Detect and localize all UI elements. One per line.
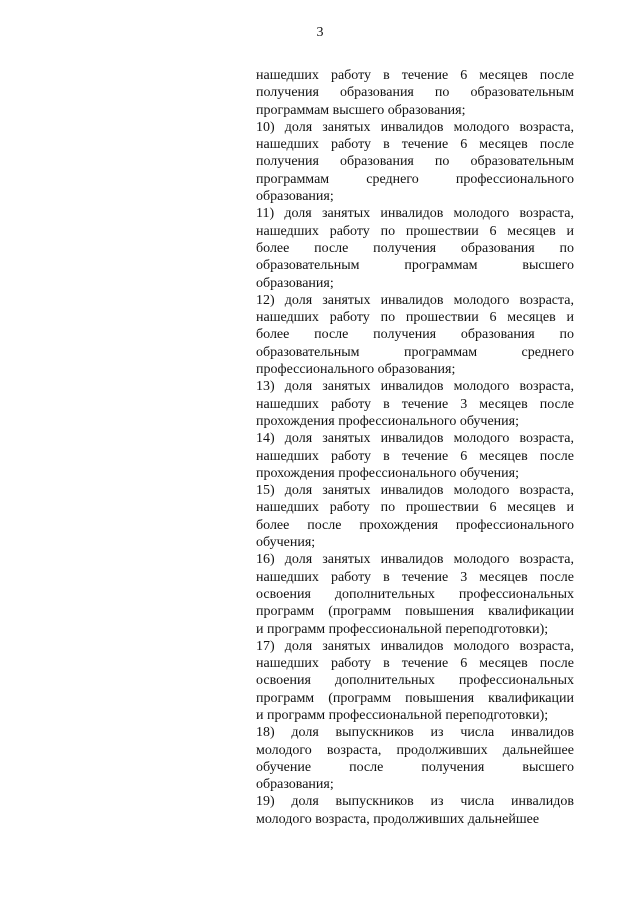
text-line: нашедших работу в течение 3 месяцев после (256, 396, 574, 412)
text-line: программам высшего образования; (256, 102, 466, 118)
text-line: нашедших работу в течение 3 месяцев после (256, 569, 574, 585)
text-line: программ (программ повышения квалификации (256, 690, 574, 706)
text-line: более после получения образования по (256, 327, 574, 343)
paragraph (256, 482, 574, 551)
text-line: и программ профессиональной переподготовки); (256, 707, 549, 723)
text-line: программ (программ повышения квалификации (256, 604, 574, 620)
paragraph (256, 638, 574, 724)
text-line: нашедших работу по прошествии 6 месяцев и (256, 500, 574, 516)
paragraph (256, 292, 574, 378)
text-line: профессионального образования; (256, 362, 456, 378)
text-line: 17) доля занятых инвалидов молодого возраста, (256, 638, 574, 654)
paragraph (256, 119, 574, 205)
text-line: нашедших работу по прошествии 6 месяцев и (256, 310, 574, 326)
text-line: получения образования по образовательным (256, 154, 574, 170)
text-line: нашедших работу в течение 6 месяцев после (256, 656, 574, 672)
text-line: обучения; (256, 535, 316, 551)
text-line: 16) доля занятых инвалидов молодого возраста, (256, 552, 574, 568)
text-line: обучение после получения высшего (256, 759, 574, 775)
text-line: нашедших работу в течение 6 месяцев после (256, 448, 574, 464)
text-line: 15) доля занятых инвалидов молодого возраста, (256, 483, 574, 499)
paragraph (256, 724, 574, 793)
text-line: более после получения образования по (256, 240, 574, 256)
text-line: образования; (256, 275, 334, 291)
document-body (256, 67, 574, 828)
paragraph (256, 67, 574, 119)
text-line: получения образования по образовательным (256, 85, 574, 101)
text-line: 13) доля занятых инвалидов молодого возраста, (256, 379, 574, 395)
paragraph (256, 551, 574, 637)
text-line: образовательным программам среднего (256, 344, 574, 360)
text-line: программам среднего профессионального (256, 171, 574, 187)
text-line: молодого возраста, продолживших дальнейшее (256, 742, 574, 758)
paragraph (256, 430, 574, 482)
text-line: нашедших работу по прошествии 6 месяцев и (256, 223, 574, 239)
paragraph (256, 205, 574, 291)
page-number: 3 (316, 25, 324, 40)
paragraph (256, 793, 574, 828)
text-line: образования; (256, 777, 334, 793)
text-line: образования; (256, 189, 334, 205)
text-line: 10) доля занятых инвалидов молодого возраста, (256, 119, 574, 135)
text-line: более после прохождения профессионального (256, 517, 574, 533)
text-line: 12) доля занятых инвалидов молодого возраста, (256, 292, 574, 308)
text-line: прохождения профессионального обучения; (256, 465, 519, 481)
text-line: нашедших работу в течение 6 месяцев после (256, 68, 574, 83)
text-line: освоения дополнительных профессиональных (256, 673, 574, 689)
text-line: 14) доля занятых инвалидов молодого возраста, (256, 431, 574, 447)
text-line: 18) доля выпускников из числа инвалидов (256, 725, 574, 741)
text-line: молодого возраста, продолживших дальнейшее (256, 811, 540, 827)
text-line: прохождения профессионального обучения; (256, 413, 519, 429)
text-line: и программ профессиональной переподготовки); (256, 621, 549, 637)
paragraph (256, 378, 574, 430)
text-line: освоения дополнительных профессиональных (256, 586, 574, 602)
text-line: 11) доля занятых инвалидов молодого возраста, (256, 206, 574, 222)
text-line: образовательным программам высшего (256, 258, 574, 274)
text-line: нашедших работу в течение 6 месяцев после (256, 137, 574, 153)
text-line: 19) доля выпускников из числа инвалидов (256, 794, 574, 810)
